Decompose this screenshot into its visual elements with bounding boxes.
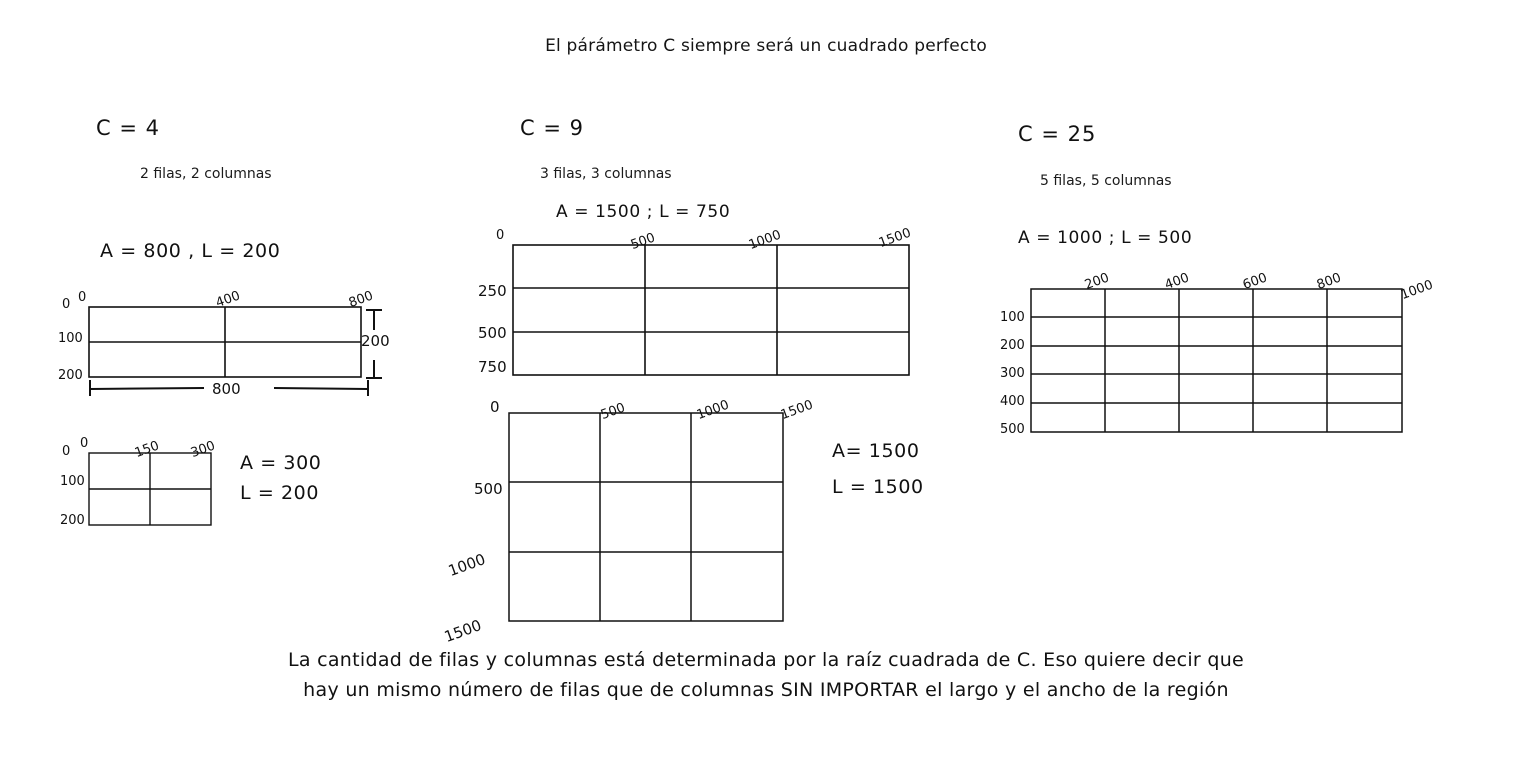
c25-grid1-ytick-0: 100 bbox=[1000, 310, 1025, 325]
c9-grid1-xtick-0: 0 bbox=[496, 228, 505, 243]
c25-grid1-svg bbox=[1030, 288, 1404, 434]
c9-grid2 bbox=[508, 412, 786, 624]
footer-line-2: hay un mismo número de filas que de columnas SIN IMPORTAR el largo y el ancho de la región bbox=[303, 679, 1229, 701]
annotation-c4-grid1: A = 800 , L = 200 bbox=[100, 240, 281, 262]
c4-grid2-xtick-2: 300 bbox=[188, 438, 218, 461]
annotation-c4-grid2-line1: A = 300 bbox=[240, 452, 322, 474]
c25-grid1-ytick-4: 500 bbox=[1000, 422, 1025, 437]
c4-grid1-ytick-2: 200 bbox=[58, 368, 83, 383]
c9-grid2-svg bbox=[508, 412, 786, 624]
c4-grid1-width-label: 800 bbox=[212, 380, 241, 398]
case-label-c4: C = 4 bbox=[96, 116, 160, 140]
c4-grid1-svg bbox=[88, 306, 362, 380]
footer-line-1: La cantidad de filas y columnas está determinada por la raíz cuadrada de C. Eso quiere decir que bbox=[287, 649, 1245, 671]
c25-grid1-xtick-2: 600 bbox=[1240, 270, 1270, 293]
c4-grid2-xtick-1: 150 bbox=[132, 438, 162, 461]
c4-grid2-ytick-1: 100 bbox=[60, 474, 85, 489]
c25-grid1-xtick-0: 200 bbox=[1082, 270, 1112, 293]
c25-grid1-xtick-1: 400 bbox=[1162, 270, 1192, 293]
c9-grid2-xtick-1: 500 bbox=[598, 400, 628, 423]
case-sub-c9: 3 filas, 3 columnas bbox=[540, 166, 672, 182]
case-sub-c25: 5 filas, 5 columnas bbox=[1040, 173, 1172, 189]
c9-grid2-ytick-2: 1000 bbox=[445, 550, 488, 580]
case-label-c25: C = 25 bbox=[1018, 122, 1097, 146]
c4-grid2-xtick-0: 0 bbox=[80, 436, 89, 451]
c9-grid1-ytick-2: 500 bbox=[478, 324, 507, 342]
c25-grid1-ytick-3: 400 bbox=[1000, 394, 1025, 409]
c9-grid2-xtick-2: 1000 bbox=[694, 397, 732, 423]
annotation-c9-grid2-line2: L = 1500 bbox=[832, 476, 924, 498]
annotation-c25-grid1: A = 1000 ; L = 500 bbox=[1018, 228, 1193, 248]
c4-grid2 bbox=[88, 452, 212, 528]
c9-grid1-xtick-1: 500 bbox=[628, 230, 658, 253]
c9-grid2-ytick-3: 1500 bbox=[441, 616, 484, 646]
case-label-c9: C = 9 bbox=[520, 116, 584, 140]
annotation-c4-grid2-line2: L = 200 bbox=[240, 482, 320, 504]
c4-grid1-ytick-0: 0 bbox=[62, 297, 71, 312]
c25-grid1-ytick-2: 300 bbox=[1000, 366, 1025, 381]
c4-grid2-svg bbox=[88, 452, 212, 528]
annotation-c9-grid1: A = 1500 ; L = 750 bbox=[556, 202, 731, 222]
c4-grid1-xtick-1: 400 bbox=[213, 288, 243, 311]
c9-grid1-ytick-1: 250 bbox=[478, 282, 507, 300]
c25-grid1-ytick-1: 200 bbox=[1000, 338, 1025, 353]
c9-grid1 bbox=[512, 244, 912, 378]
c4-grid1-height-label: 200 bbox=[361, 332, 390, 350]
c25-grid1 bbox=[1030, 288, 1404, 434]
c4-grid2-ytick-0: 0 bbox=[62, 444, 71, 459]
c9-grid2-ytick-1: 500 bbox=[474, 480, 503, 498]
c9-grid1-svg bbox=[512, 244, 912, 378]
case-sub-c4: 2 filas, 2 columnas bbox=[140, 166, 272, 182]
c25-grid1-xtick-4: 1000 bbox=[1398, 277, 1436, 303]
footer-note bbox=[0, 645, 1532, 705]
c9-grid2-xtick-0: 0 bbox=[490, 398, 500, 416]
c4-grid1-ytick-1: 100 bbox=[58, 331, 83, 346]
c4-grid1-xtick-0: 0 bbox=[78, 290, 87, 305]
c9-grid2-xtick-3: 1500 bbox=[778, 397, 816, 423]
annotation-c9-grid2-line1: A= 1500 bbox=[832, 440, 920, 462]
c9-grid1-ytick-3: 750 bbox=[478, 358, 507, 376]
c4-grid1 bbox=[88, 306, 362, 380]
c9-grid1-xtick-2: 1000 bbox=[746, 227, 784, 253]
page-title: El párámetro C siempre será un cuadrado perfecto bbox=[545, 36, 987, 56]
c4-grid1-xtick-2: 800 bbox=[346, 288, 376, 311]
c9-grid1-xtick-3: 1500 bbox=[876, 225, 914, 251]
c25-grid1-xtick-3: 800 bbox=[1314, 270, 1344, 293]
c4-grid2-ytick-2: 200 bbox=[60, 513, 85, 528]
